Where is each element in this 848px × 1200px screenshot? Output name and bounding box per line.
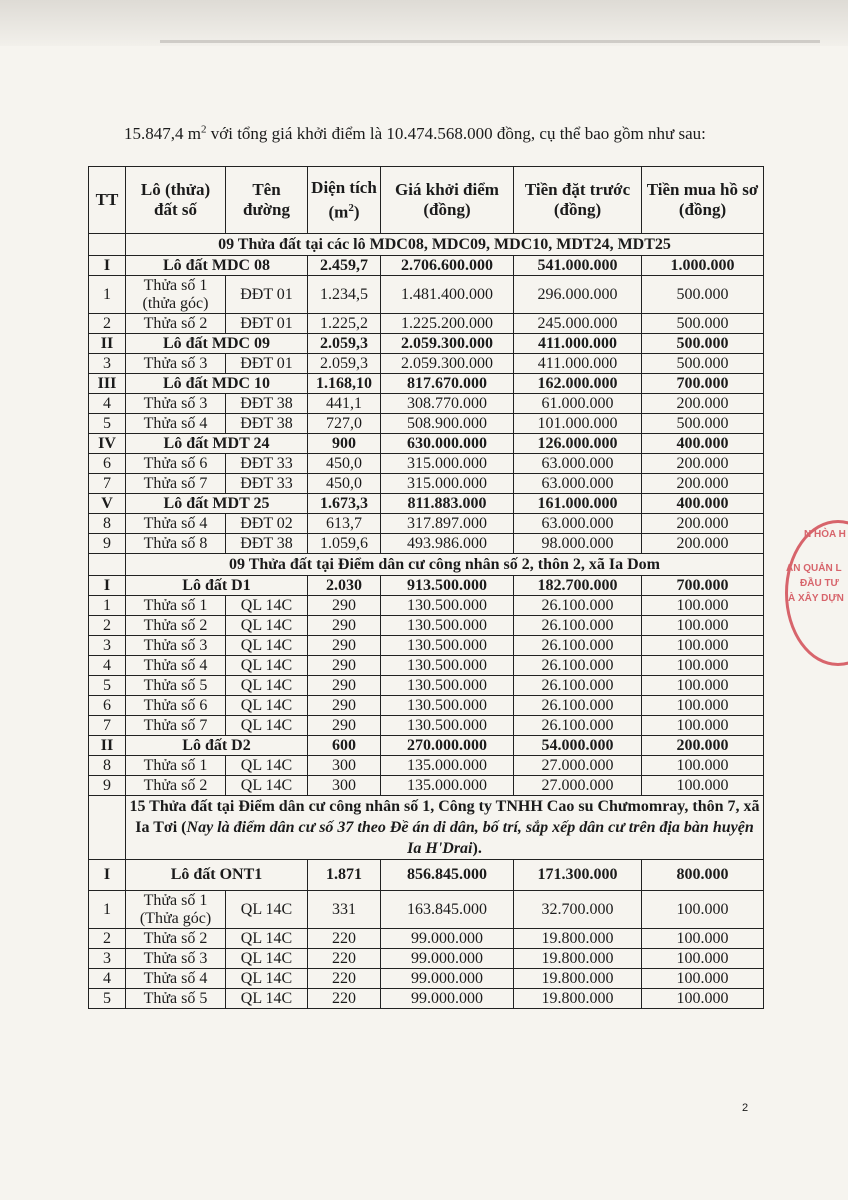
table-body bbox=[89, 234, 764, 1009]
plot-name: Thửa số 2 bbox=[126, 929, 226, 949]
dossier-fee-cell: 100.000 bbox=[642, 616, 764, 636]
row-tt: IV bbox=[89, 434, 126, 454]
row-tt: V bbox=[89, 494, 126, 514]
section-title-1: 09 Thửa đất tại các lô MDC08, MDC09, MDC10, MDT24, MDT25 bbox=[218, 235, 671, 253]
starting-price-cell: 130.500.000 bbox=[381, 696, 514, 716]
deposit-cell: 63.000.000 bbox=[514, 474, 642, 494]
starting-price-cell: 135.000.000 bbox=[381, 756, 514, 776]
row-tt: 2 bbox=[89, 616, 126, 636]
table-row bbox=[89, 696, 764, 716]
dossier-fee-cell: 200.000 bbox=[642, 474, 764, 494]
starting-price-cell: 913.500.000 bbox=[381, 576, 514, 596]
table-row bbox=[89, 394, 764, 414]
dossier-fee-cell: 500.000 bbox=[642, 414, 764, 434]
street-cell: QL 14C bbox=[226, 616, 308, 636]
street-cell: QL 14C bbox=[226, 949, 308, 969]
dossier-fee-cell: 500.000 bbox=[642, 314, 764, 334]
starting-price-cell: 630.000.000 bbox=[381, 434, 514, 454]
table-row bbox=[89, 454, 764, 474]
table-row bbox=[89, 314, 764, 334]
dossier-fee-cell: 200.000 bbox=[642, 534, 764, 554]
dossier-fee-cell: 100.000 bbox=[642, 929, 764, 949]
header-area-close: ) bbox=[353, 202, 360, 222]
area-cell: 2.459,7 bbox=[308, 256, 381, 276]
starting-price-cell: 99.000.000 bbox=[381, 949, 514, 969]
dossier-fee-cell: 100.000 bbox=[642, 776, 764, 796]
starting-price-cell: 817.670.000 bbox=[381, 374, 514, 394]
plot-name: Thửa số 4 bbox=[126, 656, 226, 676]
deposit-cell: 26.100.000 bbox=[514, 696, 642, 716]
row-tt: I bbox=[89, 860, 126, 891]
dossier-fee-cell: 700.000 bbox=[642, 374, 764, 394]
plot-name: Thửa số 7 bbox=[126, 474, 226, 494]
plot-name: Thửa số 2 bbox=[126, 616, 226, 636]
starting-price-cell: 315.000.000 bbox=[381, 454, 514, 474]
header-deposit: Tiền đặt trước (đồng) bbox=[514, 167, 642, 234]
deposit-cell: 541.000.000 bbox=[514, 256, 642, 276]
plot-name: Thửa số 1 bbox=[126, 596, 226, 616]
area-cell: 220 bbox=[308, 929, 381, 949]
plot-name: Thửa số 7 bbox=[126, 716, 226, 736]
area-cell: 900 bbox=[308, 434, 381, 454]
deposit-cell: 26.100.000 bbox=[514, 716, 642, 736]
street-cell: QL 14C bbox=[226, 656, 308, 676]
area-cell: 220 bbox=[308, 949, 381, 969]
header-starting-price: Giá khởi điểm (đồng) bbox=[381, 167, 514, 234]
plot-name: Thửa số 6 bbox=[126, 696, 226, 716]
deposit-cell: 296.000.000 bbox=[514, 276, 642, 314]
lot-name: Lô đất D1 bbox=[126, 576, 308, 596]
street-cell: QL 14C bbox=[226, 776, 308, 796]
deposit-cell: 26.100.000 bbox=[514, 616, 642, 636]
starting-price-cell: 130.500.000 bbox=[381, 676, 514, 696]
table-row bbox=[89, 676, 764, 696]
row-tt: 3 bbox=[89, 949, 126, 969]
row-tt: 6 bbox=[89, 454, 126, 474]
lot-summary-row bbox=[89, 374, 764, 394]
starting-price-cell: 1.481.400.000 bbox=[381, 276, 514, 314]
plot-name: Thửa số 4 bbox=[126, 414, 226, 434]
street-cell: ĐĐT 33 bbox=[226, 474, 308, 494]
lot-summary-row bbox=[89, 256, 764, 276]
row-tt: 4 bbox=[89, 394, 126, 414]
starting-price-cell: 270.000.000 bbox=[381, 736, 514, 756]
deposit-cell: 54.000.000 bbox=[514, 736, 642, 756]
row-tt: 8 bbox=[89, 514, 126, 534]
area-cell: 331 bbox=[308, 891, 381, 929]
deposit-cell: 26.100.000 bbox=[514, 636, 642, 656]
dossier-fee-cell: 500.000 bbox=[642, 276, 764, 314]
stamp-line-1: N HÒA H bbox=[804, 529, 846, 540]
lot-name: Lô đất ONT1 bbox=[126, 860, 308, 891]
street-cell: ĐĐT 33 bbox=[226, 454, 308, 474]
row-tt: I bbox=[89, 256, 126, 276]
lot-name: Lô đất MDC 10 bbox=[126, 374, 308, 394]
street-cell: QL 14C bbox=[226, 756, 308, 776]
dossier-fee-cell: 800.000 bbox=[642, 860, 764, 891]
deposit-cell: 27.000.000 bbox=[514, 756, 642, 776]
deposit-cell: 162.000.000 bbox=[514, 374, 642, 394]
lot-name: Lô đất MDC 08 bbox=[126, 256, 308, 276]
table-row bbox=[89, 474, 764, 494]
section-title bbox=[126, 554, 764, 576]
row-tt: II bbox=[89, 334, 126, 354]
table-row bbox=[89, 716, 764, 736]
deposit-cell: 245.000.000 bbox=[514, 314, 642, 334]
area-cell: 600 bbox=[308, 736, 381, 756]
header-area bbox=[308, 167, 381, 234]
row-tt: 1 bbox=[89, 276, 126, 314]
stamp-line-3: ĐẦU TƯ bbox=[800, 578, 839, 589]
street-cell: ĐĐT 01 bbox=[226, 276, 308, 314]
row-tt: 2 bbox=[89, 929, 126, 949]
deposit-cell: 61.000.000 bbox=[514, 394, 642, 414]
area-cell: 2.059,3 bbox=[308, 334, 381, 354]
row-tt: 3 bbox=[89, 354, 126, 374]
dossier-fee-cell: 100.000 bbox=[642, 891, 764, 929]
stamp-line-2: AN QUẢN L bbox=[786, 563, 842, 574]
stamp-line-4: À XÂY DỰN bbox=[788, 593, 844, 604]
row-tt: 7 bbox=[89, 716, 126, 736]
header-dossier-fee: Tiền mua hồ sơ (đồng) bbox=[642, 167, 764, 234]
row-tt: II bbox=[89, 736, 126, 756]
dossier-fee-cell: 200.000 bbox=[642, 394, 764, 414]
dossier-fee-cell: 100.000 bbox=[642, 716, 764, 736]
lot-name: Lô đất MDT 24 bbox=[126, 434, 308, 454]
starting-price-cell: 308.770.000 bbox=[381, 394, 514, 414]
row-tt: 9 bbox=[89, 776, 126, 796]
deposit-cell: 171.300.000 bbox=[514, 860, 642, 891]
starting-price-cell: 130.500.000 bbox=[381, 636, 514, 656]
area-cell: 1.059,6 bbox=[308, 534, 381, 554]
area-cell: 300 bbox=[308, 776, 381, 796]
plot-name: Thửa số 3 bbox=[126, 949, 226, 969]
deposit-cell: 63.000.000 bbox=[514, 454, 642, 474]
section-tt-cell bbox=[89, 554, 126, 576]
deposit-cell: 19.800.000 bbox=[514, 929, 642, 949]
dossier-fee-cell: 100.000 bbox=[642, 636, 764, 656]
table-row bbox=[89, 276, 764, 314]
area-cell: 2.030 bbox=[308, 576, 381, 596]
dossier-fee-cell: 100.000 bbox=[642, 656, 764, 676]
dossier-fee-cell: 200.000 bbox=[642, 454, 764, 474]
section-title-3: 15 Thửa đất tại Điểm dân cư công nhân số 1, Công ty TNHH Cao su Chưmomray, thôn 7, xã Ia Tơi ( bbox=[129, 798, 760, 836]
dossier-fee-cell: 100.000 bbox=[642, 676, 764, 696]
starting-price-cell: 130.500.000 bbox=[381, 716, 514, 736]
deposit-cell: 19.800.000 bbox=[514, 949, 642, 969]
page-number: 2 bbox=[742, 1102, 749, 1114]
deposit-cell: 26.100.000 bbox=[514, 656, 642, 676]
starting-price-cell: 317.897.000 bbox=[381, 514, 514, 534]
lot-summary-row bbox=[89, 736, 764, 756]
lot-name: Lô đất MDT 25 bbox=[126, 494, 308, 514]
table-row bbox=[89, 636, 764, 656]
starting-price-cell: 1.225.200.000 bbox=[381, 314, 514, 334]
table-row bbox=[89, 891, 764, 929]
plot-name: Thửa số 4 bbox=[126, 514, 226, 534]
street-cell: QL 14C bbox=[226, 676, 308, 696]
row-tt: 5 bbox=[89, 676, 126, 696]
plot-name: Thửa số 8 bbox=[126, 534, 226, 554]
street-cell: ĐĐT 38 bbox=[226, 534, 308, 554]
starting-price-cell: 508.900.000 bbox=[381, 414, 514, 434]
red-seal-stamp bbox=[785, 520, 848, 666]
deposit-cell: 26.100.000 bbox=[514, 676, 642, 696]
header-lot: Lô (thửa) đất số bbox=[126, 167, 226, 234]
land-plot-table bbox=[88, 166, 764, 1009]
section-title bbox=[126, 234, 764, 256]
table-row bbox=[89, 596, 764, 616]
section-title-3-italic: Nay là điểm dân cư số 37 theo Đề án di dân, bố trí, sắp xếp dân cư trên địa bàn huyện Ia H'Drai bbox=[186, 819, 754, 857]
area-cell: 613,7 bbox=[308, 514, 381, 534]
scanned-page-rule bbox=[160, 40, 820, 43]
table-row bbox=[89, 514, 764, 534]
table-row bbox=[89, 354, 764, 374]
deposit-cell: 126.000.000 bbox=[514, 434, 642, 454]
dossier-fee-cell: 500.000 bbox=[642, 334, 764, 354]
lot-summary-row bbox=[89, 434, 764, 454]
starting-price-cell: 135.000.000 bbox=[381, 776, 514, 796]
street-cell: QL 14C bbox=[226, 636, 308, 656]
section-row bbox=[89, 554, 764, 576]
section-title bbox=[126, 796, 764, 860]
area-cell: 441,1 bbox=[308, 394, 381, 414]
area-cell: 290 bbox=[308, 696, 381, 716]
starting-price-cell: 315.000.000 bbox=[381, 474, 514, 494]
street-cell: ĐĐT 38 bbox=[226, 414, 308, 434]
dossier-fee-cell: 200.000 bbox=[642, 736, 764, 756]
deposit-cell: 26.100.000 bbox=[514, 596, 642, 616]
starting-price-cell: 493.986.000 bbox=[381, 534, 514, 554]
intro-area: 15.847,4 m bbox=[124, 124, 201, 143]
table-row bbox=[89, 414, 764, 434]
street-cell: ĐĐT 38 bbox=[226, 394, 308, 414]
deposit-cell: 63.000.000 bbox=[514, 514, 642, 534]
table-row bbox=[89, 616, 764, 636]
area-cell: 220 bbox=[308, 989, 381, 1009]
row-tt: 6 bbox=[89, 696, 126, 716]
starting-price-cell: 856.845.000 bbox=[381, 860, 514, 891]
street-cell: QL 14C bbox=[226, 929, 308, 949]
area-cell: 1.673,3 bbox=[308, 494, 381, 514]
dossier-fee-cell: 100.000 bbox=[642, 969, 764, 989]
plot-name: Thửa số 4 bbox=[126, 969, 226, 989]
row-tt: 9 bbox=[89, 534, 126, 554]
street-cell: ĐĐT 01 bbox=[226, 354, 308, 374]
plot-name: Thửa số 1 (thửa góc) bbox=[126, 276, 226, 314]
dossier-fee-cell: 400.000 bbox=[642, 434, 764, 454]
table-row bbox=[89, 656, 764, 676]
area-cell: 290 bbox=[308, 676, 381, 696]
section-title-2: 09 Thửa đất tại Điểm dân cư công nhân số 2, thôn 2, xã Ia Dom bbox=[229, 555, 660, 573]
lot-summary-row bbox=[89, 860, 764, 891]
row-tt: 8 bbox=[89, 756, 126, 776]
intro-rest: với tổng giá khởi điểm là 10.474.568.000 đồng, cụ thể bao gồm như sau: bbox=[206, 124, 706, 143]
dossier-fee-cell: 500.000 bbox=[642, 354, 764, 374]
header-area-sup: 2 bbox=[348, 201, 354, 214]
table-header-row bbox=[89, 167, 764, 234]
table-row bbox=[89, 756, 764, 776]
intro-paragraph bbox=[124, 122, 764, 145]
area-cell: 2.059,3 bbox=[308, 354, 381, 374]
dossier-fee-cell: 200.000 bbox=[642, 514, 764, 534]
table-row bbox=[89, 929, 764, 949]
area-cell: 290 bbox=[308, 656, 381, 676]
lot-summary-row bbox=[89, 334, 764, 354]
street-cell: QL 14C bbox=[226, 696, 308, 716]
street-cell: ĐĐT 01 bbox=[226, 314, 308, 334]
deposit-cell: 19.800.000 bbox=[514, 969, 642, 989]
plot-name: Thửa số 2 bbox=[126, 314, 226, 334]
starting-price-cell: 2.059.300.000 bbox=[381, 354, 514, 374]
deposit-cell: 32.700.000 bbox=[514, 891, 642, 929]
intro-area-superscript: 2 bbox=[200, 123, 207, 136]
street-cell: QL 14C bbox=[226, 989, 308, 1009]
deposit-cell: 411.000.000 bbox=[514, 354, 642, 374]
dossier-fee-cell: 100.000 bbox=[642, 696, 764, 716]
lot-summary-row bbox=[89, 494, 764, 514]
dossier-fee-cell: 100.000 bbox=[642, 596, 764, 616]
plot-name: Thửa số 6 bbox=[126, 454, 226, 474]
area-cell: 727,0 bbox=[308, 414, 381, 434]
deposit-cell: 98.000.000 bbox=[514, 534, 642, 554]
lot-summary-row bbox=[89, 576, 764, 596]
section-title-3-close: ). bbox=[472, 840, 482, 857]
street-cell: ĐĐT 02 bbox=[226, 514, 308, 534]
starting-price-cell: 99.000.000 bbox=[381, 969, 514, 989]
area-cell: 220 bbox=[308, 969, 381, 989]
section-row bbox=[89, 234, 764, 256]
starting-price-cell: 2.059.300.000 bbox=[381, 334, 514, 354]
starting-price-cell: 130.500.000 bbox=[381, 616, 514, 636]
deposit-cell: 182.700.000 bbox=[514, 576, 642, 596]
row-tt: 1 bbox=[89, 596, 126, 616]
dossier-fee-cell: 1.000.000 bbox=[642, 256, 764, 276]
deposit-cell: 27.000.000 bbox=[514, 776, 642, 796]
area-cell: 1.234,5 bbox=[308, 276, 381, 314]
table-row bbox=[89, 776, 764, 796]
plot-name: Thửa số 3 bbox=[126, 394, 226, 414]
area-cell: 290 bbox=[308, 716, 381, 736]
dossier-fee-cell: 100.000 bbox=[642, 949, 764, 969]
header-street: Tên đường bbox=[226, 167, 308, 234]
row-tt: 2 bbox=[89, 314, 126, 334]
starting-price-cell: 99.000.000 bbox=[381, 929, 514, 949]
deposit-cell: 161.000.000 bbox=[514, 494, 642, 514]
lot-name: Lô đất D2 bbox=[126, 736, 308, 756]
street-cell: QL 14C bbox=[226, 596, 308, 616]
plot-name: Thửa số 5 bbox=[126, 989, 226, 1009]
starting-price-cell: 811.883.000 bbox=[381, 494, 514, 514]
deposit-cell: 411.000.000 bbox=[514, 334, 642, 354]
area-cell: 290 bbox=[308, 616, 381, 636]
row-tt: 1 bbox=[89, 891, 126, 929]
starting-price-cell: 163.845.000 bbox=[381, 891, 514, 929]
row-tt: 3 bbox=[89, 636, 126, 656]
table-row bbox=[89, 949, 764, 969]
table-row bbox=[89, 969, 764, 989]
plot-name: Thửa số 3 bbox=[126, 354, 226, 374]
plot-name: Thửa số 1 bbox=[126, 756, 226, 776]
row-tt: 7 bbox=[89, 474, 126, 494]
header-tt: TT bbox=[89, 167, 126, 234]
dossier-fee-cell: 700.000 bbox=[642, 576, 764, 596]
plot-name: Thửa số 5 bbox=[126, 676, 226, 696]
area-cell: 1.168,10 bbox=[308, 374, 381, 394]
deposit-cell: 19.800.000 bbox=[514, 989, 642, 1009]
area-cell: 290 bbox=[308, 596, 381, 616]
starting-price-cell: 99.000.000 bbox=[381, 989, 514, 1009]
deposit-cell: 101.000.000 bbox=[514, 414, 642, 434]
row-tt: 5 bbox=[89, 989, 126, 1009]
dossier-fee-cell: 400.000 bbox=[642, 494, 764, 514]
starting-price-cell: 130.500.000 bbox=[381, 596, 514, 616]
area-cell: 450,0 bbox=[308, 454, 381, 474]
row-tt: 5 bbox=[89, 414, 126, 434]
area-cell: 290 bbox=[308, 636, 381, 656]
starting-price-cell: 2.706.600.000 bbox=[381, 256, 514, 276]
dossier-fee-cell: 100.000 bbox=[642, 989, 764, 1009]
street-cell: QL 14C bbox=[226, 716, 308, 736]
section-tt-cell bbox=[89, 234, 126, 256]
row-tt: I bbox=[89, 576, 126, 596]
row-tt: III bbox=[89, 374, 126, 394]
street-cell: QL 14C bbox=[226, 891, 308, 929]
area-cell: 1.871 bbox=[308, 860, 381, 891]
lot-name: Lô đất MDC 09 bbox=[126, 334, 308, 354]
plot-name: Thửa số 2 bbox=[126, 776, 226, 796]
area-cell: 450,0 bbox=[308, 474, 381, 494]
area-cell: 1.225,2 bbox=[308, 314, 381, 334]
row-tt: 4 bbox=[89, 969, 126, 989]
row-tt: 4 bbox=[89, 656, 126, 676]
table-row bbox=[89, 989, 764, 1009]
section-tt-cell bbox=[89, 796, 126, 860]
plot-name: Thửa số 1 (Thửa góc) bbox=[126, 891, 226, 929]
area-cell: 300 bbox=[308, 756, 381, 776]
table-row bbox=[89, 534, 764, 554]
street-cell: QL 14C bbox=[226, 969, 308, 989]
header-area-label: Diện tích (m bbox=[311, 177, 377, 222]
section-row bbox=[89, 796, 764, 860]
starting-price-cell: 130.500.000 bbox=[381, 656, 514, 676]
plot-name: Thửa số 3 bbox=[126, 636, 226, 656]
dossier-fee-cell: 100.000 bbox=[642, 756, 764, 776]
